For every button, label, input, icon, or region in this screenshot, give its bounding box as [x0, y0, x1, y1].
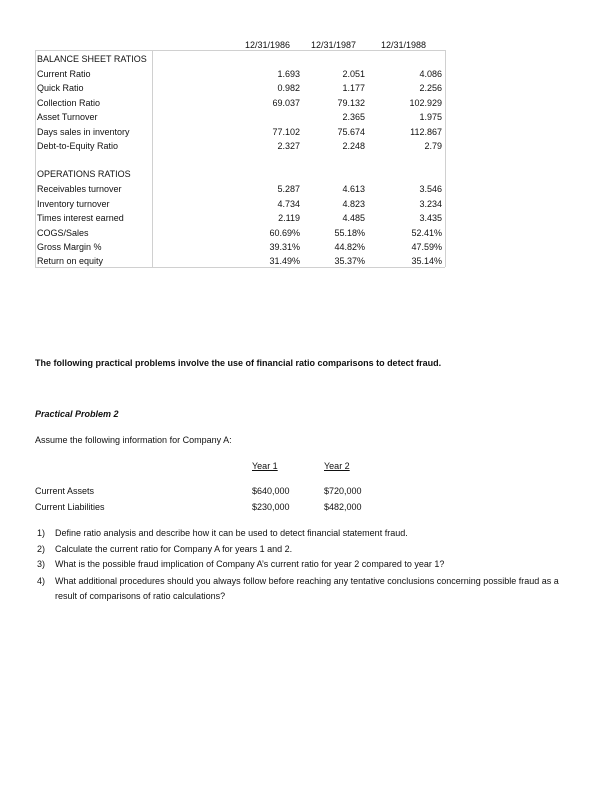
- table-cell: 35.14%: [411, 256, 442, 266]
- table-cell: 4.823: [342, 199, 365, 209]
- year-2-header: Year 2: [324, 461, 350, 471]
- table-row-label: Asset Turnover: [37, 112, 98, 122]
- current-assets-year2: $720,000: [324, 486, 362, 496]
- table-cell: 4.613: [342, 184, 365, 194]
- intro-text: The following practical problems involve the use of financial ratio comparisons to detect fraud.: [35, 358, 442, 368]
- question-text: Define ratio analysis and describe how it can be used to detect financial statement fraud.: [55, 528, 408, 538]
- table-cell: 1.975: [419, 112, 442, 122]
- table-cell: 2.051: [342, 69, 365, 79]
- date-header-1986: 12/31/1986: [245, 40, 291, 50]
- year-1-header: Year 1: [252, 461, 278, 471]
- question-number: 2): [37, 544, 46, 554]
- table-cell: 2.248: [342, 141, 365, 151]
- grid-left-line: [35, 50, 36, 267]
- table-row-label: Quick Ratio: [37, 83, 84, 93]
- table-cell: 31.49%: [269, 256, 300, 266]
- table-row-label: Inventory turnover: [37, 199, 110, 209]
- table-cell: 2.119: [278, 213, 300, 223]
- operations-heading: OPERATIONS RATIOS: [37, 169, 131, 179]
- table-cell: 2.327: [277, 141, 300, 151]
- table-cell: 60.69%: [269, 228, 300, 238]
- table-row-label: Return on equity: [37, 256, 104, 266]
- table-cell: 112.867: [410, 127, 442, 137]
- table-cell: 5.287: [277, 184, 300, 194]
- table-cell: 1.177: [342, 83, 365, 93]
- grid-right-line: [445, 50, 446, 267]
- table-cell: 4.485: [342, 213, 365, 223]
- table-row-label: Collection Ratio: [37, 98, 101, 108]
- table-cell: 69.037: [272, 98, 300, 108]
- table-cell: 1.693: [277, 69, 300, 79]
- current-assets-year1: $640,000: [252, 486, 290, 496]
- question-number: 4): [37, 576, 46, 586]
- table-row-label: Debt-to-Equity Ratio: [37, 141, 119, 151]
- table-cell: 2.256: [419, 83, 442, 93]
- table-cell: 44.82%: [334, 242, 365, 252]
- table-cell: 4.086: [419, 69, 442, 79]
- current-assets-label: Current Assets: [35, 486, 95, 496]
- grid-top-line: [35, 50, 445, 51]
- table-row-label: Days sales in inventory: [37, 127, 130, 137]
- table-cell: 55.18%: [334, 228, 365, 238]
- list-item: [37, 558, 575, 571]
- table-cell: 4.734: [277, 199, 300, 209]
- table-cell: 39.31%: [269, 242, 300, 252]
- question-text: What additional procedures should you always follow before reaching any tentative conclusions concerning possible fraud as a result of comparisons of ratio calculations?: [55, 576, 559, 601]
- table-cell: 2.365: [342, 112, 365, 122]
- table-row-label: Current Ratio: [37, 69, 91, 79]
- table-cell: 3.234: [419, 199, 442, 209]
- table-row-label: Gross Margin %: [37, 242, 102, 252]
- table-cell: 75.674: [337, 127, 365, 137]
- table-cell: 79.132: [337, 98, 365, 108]
- question-number: 3): [37, 559, 46, 569]
- table-cell: 102.929: [409, 98, 442, 108]
- table-cell: 0.982: [277, 83, 300, 93]
- date-header-1988: 12/31/1988: [381, 40, 427, 50]
- table-cell: 35.37%: [334, 256, 365, 266]
- table-cell: 3.435: [419, 213, 442, 223]
- table-cell: 52.41%: [411, 228, 442, 238]
- question-text: Calculate the current ratio for Company A for years 1 and 2.: [55, 544, 293, 554]
- table-row-label: COGS/Sales: [37, 228, 89, 238]
- table-cell: 3.546: [419, 184, 442, 194]
- question-number: 1): [37, 528, 46, 538]
- question-text: What is the possible fraud implication of Company A’s current ratio for year 2 compared to year 1?: [55, 559, 445, 569]
- list-item: [37, 574, 575, 604]
- grid-col-line-1: [152, 50, 153, 267]
- balance-sheet-heading: BALANCE SHEET RATIOS: [37, 54, 147, 64]
- table-cell: 2.79: [424, 141, 442, 151]
- table-row-label: Receivables turnover: [37, 184, 122, 194]
- problem-title: Practical Problem 2: [35, 409, 119, 419]
- current-liabilities-label: Current Liabilities: [35, 502, 105, 512]
- problem-assume-text: Assume the following information for Company A:: [35, 435, 232, 445]
- current-liabilities-year2: $482,000: [324, 502, 362, 512]
- list-item: [37, 543, 575, 556]
- list-item: [37, 527, 575, 540]
- table-cell: 47.59%: [411, 242, 442, 252]
- date-header-1987: 12/31/1987: [311, 40, 357, 50]
- table-cell: 77.102: [272, 127, 300, 137]
- current-liabilities-year1: $230,000: [252, 502, 290, 512]
- table-row-label: Times interest earned: [37, 213, 124, 223]
